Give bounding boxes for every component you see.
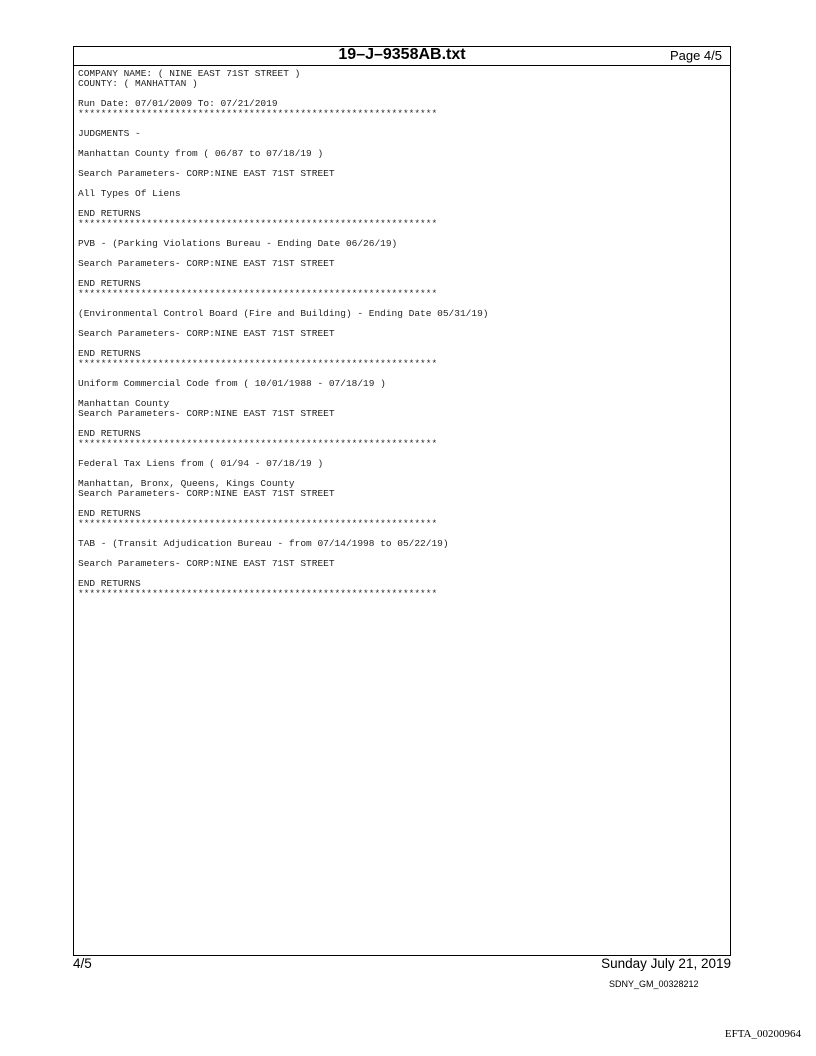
separator-line: *************************************************************** — [78, 358, 438, 369]
document-body — [74, 66, 730, 599]
text-line: Run Date: 07/01/2009 To: 07/21/2019 — [78, 98, 278, 109]
text-line: END RETURNS — [78, 208, 141, 219]
efta-number: EFTA_00200964 — [724, 1028, 801, 1040]
page-label: Page 4/5 — [669, 48, 722, 63]
text-line: Search Parameters- CORP:NINE EAST 71ST STREET — [78, 258, 335, 269]
text-line: Uniform Commercial Code from ( 10/01/1988 - 07/18/19 ) — [78, 378, 386, 389]
text-line: JUDGMENTS - — [78, 128, 141, 139]
text-line: Search Parameters- CORP:NINE EAST 71ST STREET — [78, 558, 335, 569]
text-line: (Environmental Control Board (Fire and Building) - Ending Date 05/31/19) — [78, 308, 489, 319]
text-line: END RETURNS — [78, 578, 141, 589]
document-header — [74, 47, 730, 66]
bates-number: SDNY_GM_00328212 — [609, 979, 699, 989]
blank-line — [78, 199, 730, 209]
text-line: END RETURNS — [78, 278, 141, 289]
text-line: All Types Of Liens — [78, 188, 181, 199]
text-line: PVB - (Parking Violations Bureau - Ending Date 06/26/19) — [78, 238, 398, 249]
footer-date: Sunday July 21, 2019 — [601, 956, 731, 971]
blank-line — [78, 119, 730, 129]
text-line: COMPANY NAME: ( NINE EAST 71ST STREET ) — [78, 68, 301, 79]
text-line: Federal Tax Liens from ( 01/94 - 07/18/19 ) — [78, 458, 324, 469]
blank-line — [78, 339, 730, 349]
document-frame — [73, 46, 731, 956]
separator-line: *************************************************************** — [78, 588, 438, 599]
file-title: 19–J–9358AB.txt — [338, 46, 466, 63]
blank-line — [78, 499, 730, 509]
blank-line — [78, 269, 730, 279]
separator-line: *************************************************************** — [78, 218, 438, 229]
text-line: Search Parameters- CORP:NINE EAST 71ST STREET — [78, 168, 335, 179]
text-line: Search Parameters- CORP:NINE EAST 71ST STREET — [78, 408, 335, 419]
footer-page-fraction: 4/5 — [73, 956, 92, 971]
text-line: Manhattan, Bronx, Queens, Kings County — [78, 478, 295, 489]
blank-line — [78, 389, 730, 399]
separator-line: *************************************************************** — [78, 108, 438, 119]
text-line: Search Parameters- CORP:NINE EAST 71ST STREET — [78, 328, 335, 339]
text-line: END RETURNS — [78, 428, 141, 439]
separator-line: *************************************************************** — [78, 518, 438, 529]
text-line: Search Parameters- CORP:NINE EAST 71ST STREET — [78, 488, 335, 499]
blank-line — [78, 419, 730, 429]
separator-line: *************************************************************** — [78, 438, 438, 449]
text-line: Manhattan County — [78, 398, 170, 409]
text-line: TAB - (Transit Adjudication Bureau - from 07/14/1998 to 05/22/19) — [78, 538, 449, 549]
separator-line: *************************************************************** — [78, 288, 438, 299]
text-line: END RETURNS — [78, 508, 141, 519]
text-line: COUNTY: ( MANHATTAN ) — [78, 78, 198, 89]
text-line: Manhattan County from ( 06/87 to 07/18/19 ) — [78, 148, 324, 159]
blank-line — [78, 569, 730, 579]
text-line: END RETURNS — [78, 348, 141, 359]
